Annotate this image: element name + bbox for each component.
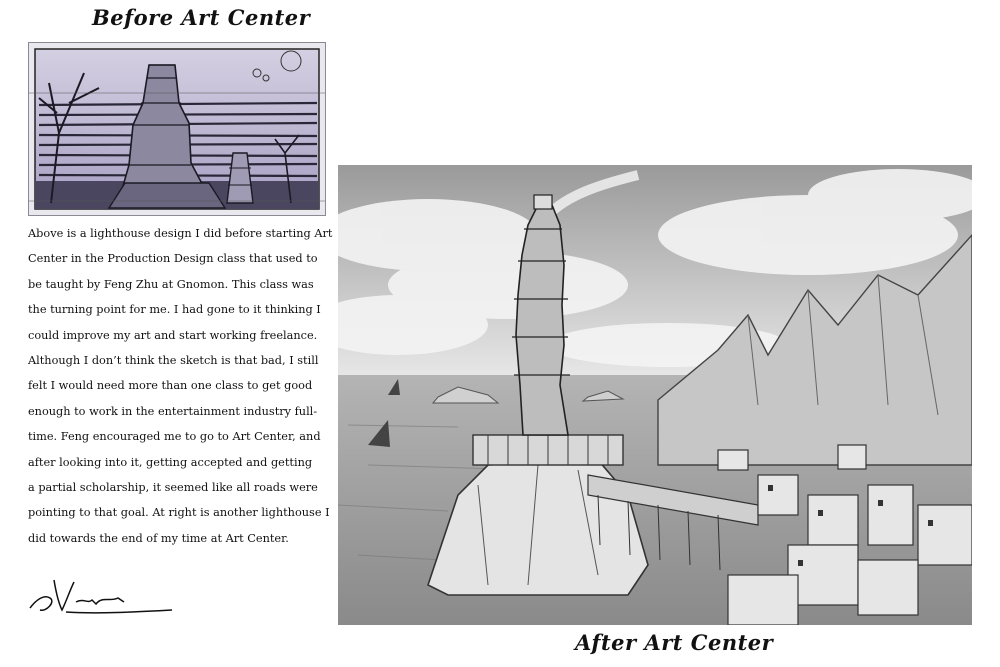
- description-line: the turning point for me. I had gone to it thinking I: [28, 303, 321, 317]
- description-line: could improve my art and start working freelance.: [28, 328, 318, 342]
- signature-mark: [26, 572, 176, 620]
- description-line: pointing to that goal. At right is another lighthouse I: [28, 506, 330, 520]
- description-line: felt I would need more than one class to get good: [28, 379, 313, 393]
- description-line: enough to work in the entertainment industry full-: [28, 404, 318, 418]
- description-line: did towards the end of my time at Art Center.: [28, 531, 289, 545]
- description-line: be taught by Feng Zhu at Gnomon. This class was: [28, 277, 314, 291]
- description-text: [28, 221, 340, 551]
- after-artwork-image: [338, 165, 972, 625]
- description-line: Center in the Production Design class that used to: [28, 252, 318, 266]
- after-title: After Art Center: [575, 630, 774, 655]
- lighthouse-sketch: [29, 43, 325, 215]
- before-title: Before Art Center: [92, 5, 311, 30]
- lighthouse-painting: [338, 165, 972, 625]
- description-line: after looking into it, getting accepted and getting: [28, 455, 313, 469]
- description-line: a partial scholarship, it seemed like all roads were: [28, 481, 318, 495]
- description-line: time. Feng encouraged me to go to Art Center, and: [28, 430, 321, 444]
- before-sketch-image: [28, 42, 326, 216]
- description-line: Although I don’t think the sketch is that bad, I still: [28, 354, 319, 368]
- description-line: Above is a lighthouse design I did before starting Art: [28, 227, 333, 240]
- signature: [26, 572, 176, 624]
